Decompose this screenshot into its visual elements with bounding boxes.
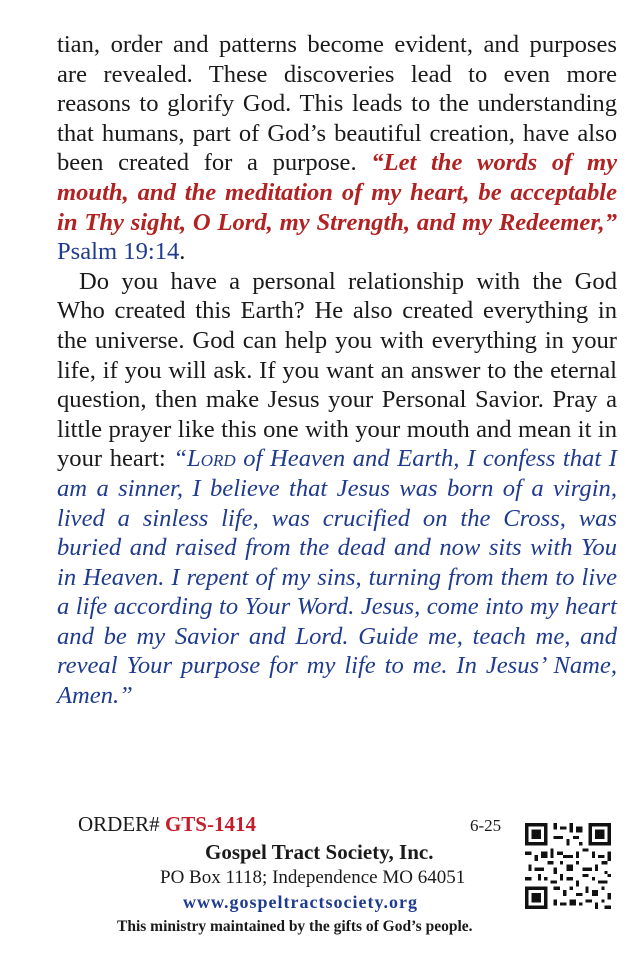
print-date: 6-25	[470, 816, 502, 835]
paragraph-1-text: tian, order and patterns become evident, and purposes are revealed. These discoveries lead to even more reasons to glorify God. This leads to the understanding that humans, part of God’s beautiful creation, have also been created for a purpose.	[57, 31, 617, 177]
paragraph-2	[57, 267, 617, 711]
website-link[interactable]: www.gospeltractsociety.org	[183, 892, 418, 912]
prayer-lord: Lord	[187, 445, 236, 473]
prayer-text: of Heaven and Earth, I confess that I am a sinner, I believe that Jesus was born of a virgin, lived a sinless life, was crucified on the Cross, was buried and raised from the dead and now sits with You in Heaven. I repent of my sins, turning from them to live a life according to Your Word. Jesus, come into my heart and be my Savior and Lord. Guide me, teach me, and reveal Your purpose for my life to me. In Jesus’ Name, Amen.”	[57, 445, 617, 710]
paragraph-1-end: .	[179, 238, 186, 266]
tract-body	[57, 30, 617, 711]
order-number	[78, 812, 256, 837]
mailing-address: PO Box 1118; Independence MO 64051	[160, 867, 466, 888]
paragraph-2-text: Do you have a personal relationship with the God Who created this Earth? He also created everything in the universe. God can help you with everything in your life, if you will ask. If you want an answer to the eternal question, then make Jesus your Personal Savior. Pray a little prayer like this one with your mouth and mean it in your heart:	[57, 267, 617, 473]
ministry-note: This ministry maintained by the gifts of God’s people.	[117, 918, 473, 935]
qr-code-icon[interactable]	[522, 820, 614, 912]
psalm-reference: Psalm 19:14	[57, 238, 180, 266]
order-code: GTS-1414	[164, 812, 256, 836]
tract-footer	[0, 812, 634, 972]
prayer-open-quote: “	[173, 445, 188, 473]
order-label: ORDER#	[78, 812, 165, 836]
psalm-quote: “Let the words of my mouth, and the meditation of my heart, be acceptable in Thy sight, O Lord, my Strength, and my Redeemer,”	[57, 149, 617, 236]
paragraph-1	[57, 30, 617, 267]
organization-name: Gospel Tract Society, Inc.	[205, 840, 434, 864]
